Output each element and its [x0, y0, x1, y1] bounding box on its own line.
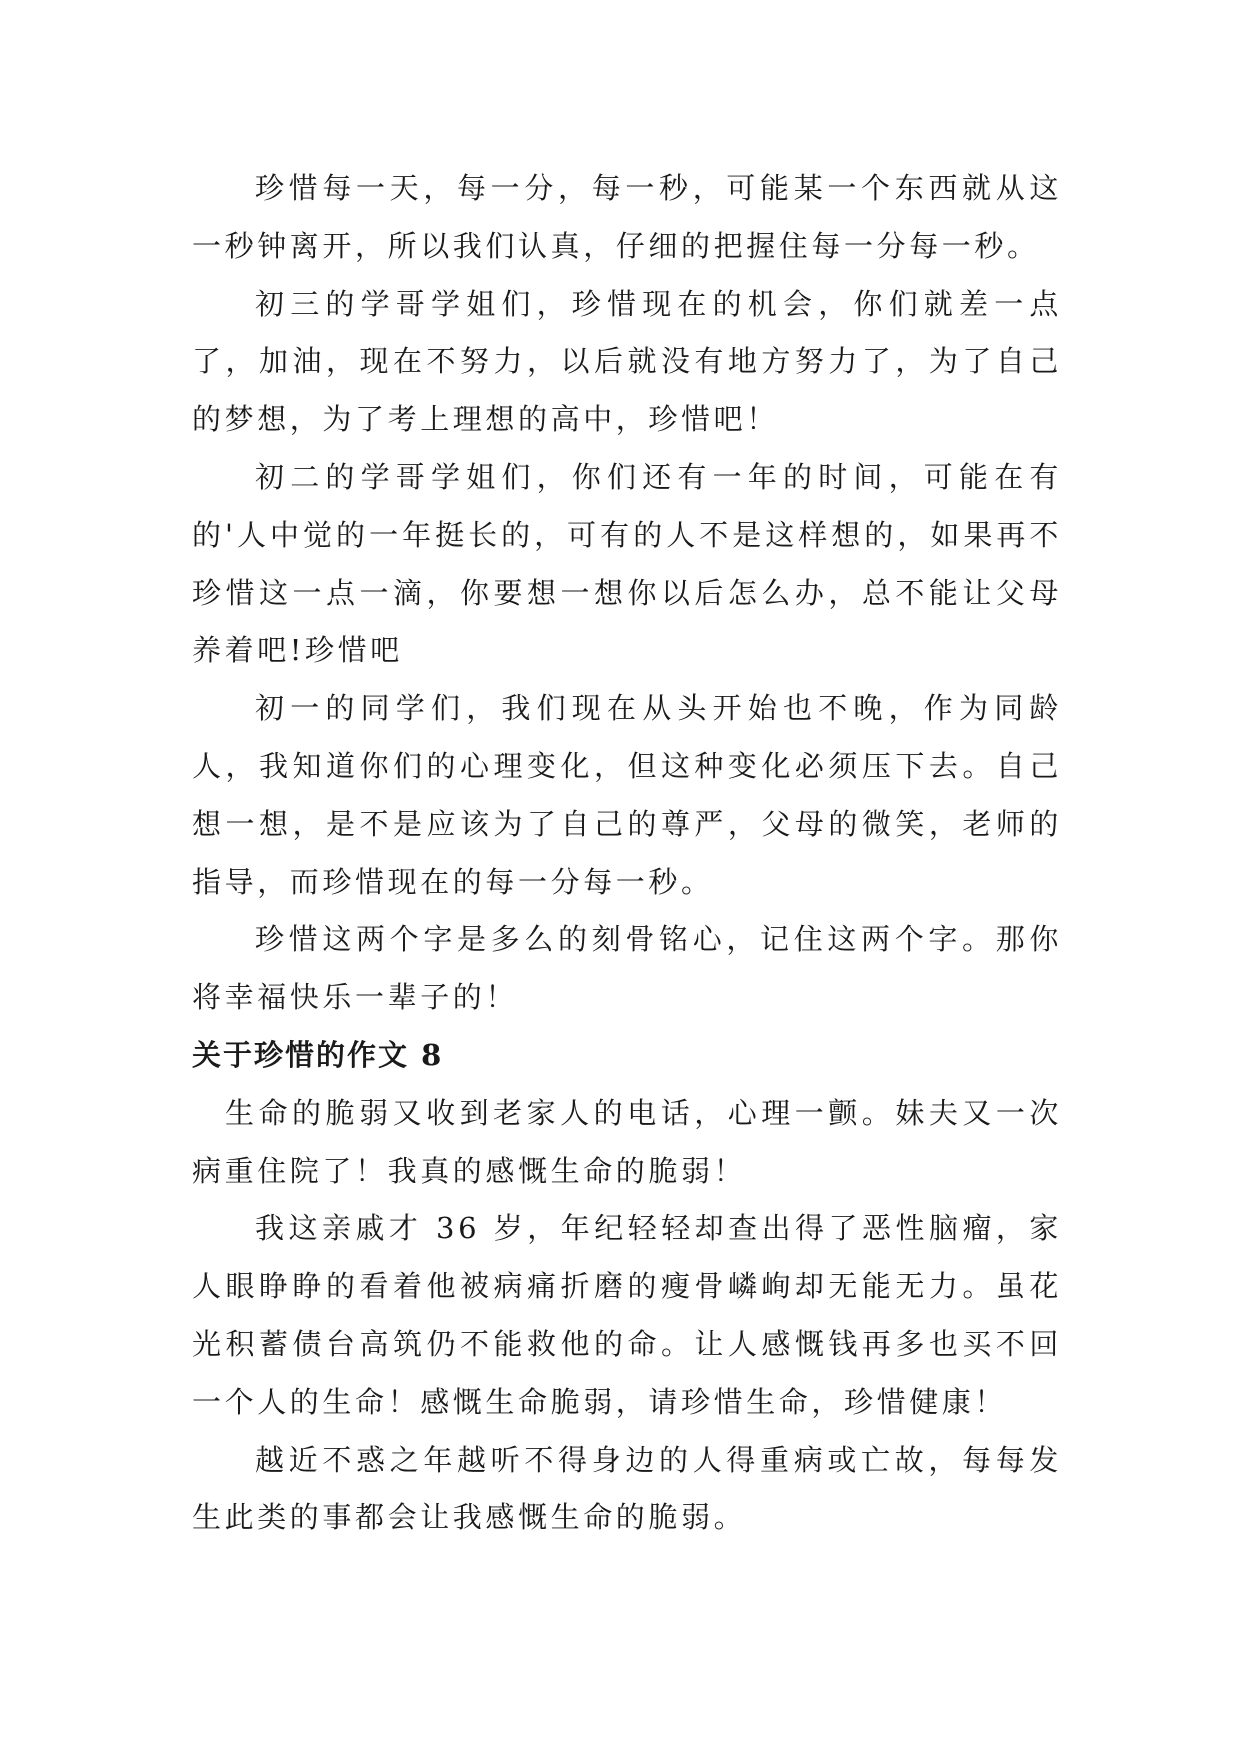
paragraph-relative-illness: 我这亲戚才 36 岁，年纪轻轻却查出得了恶性脑瘤，家人眼睁睁的看着他被病痛折磨的瘦骨嶙峋却无能无力。虽花光积蓄债台高筑仍不能救他的命。让人感慨钱再多也买不回一个人的生命！感慨生命脆弱，请珍惜生命，珍惜健康！	[192, 1211, 1062, 1419]
paragraph-grade-eight: 初二的学哥学姐们，你们还有一年的时间，可能在有的'人中觉的一年挺长的，可有的人不是这样想的，如果再不珍惜这一点一滴，你要想一想你以后怎么办，总不能让父母养着吧!珍惜吧	[192, 459, 1062, 668]
paragraph-cherish-every-second: 珍惜每一天，每一分，每一秒，可能某一个东西就从这一秒钟离开，所以我们认真，仔细的把握住每一分每一秒。	[192, 171, 1062, 263]
paragraph-cherish-words: 珍惜这两个字是多么的刻骨铭心，记住这两个字。那你将幸福快乐一辈子的！	[192, 922, 1062, 1015]
paragraph-grade-nine: 初三的学哥学姐们，珍惜现在的机会，你们就差一点了，加油，现在不努力，以后就没有地方努力了，为了自己的梦想，为了考上理想的高中，珍惜吧！	[192, 286, 1062, 437]
paragraph-fragile-life: 生命的脆弱又收到老家人的电话，心理一颤。妹夫又一次病重住院了！我真的感慨生命的脆弱！	[192, 1095, 1062, 1188]
paragraph-approaching-forty: 越近不惑之年越听不得身边的人得重病或亡故，每每发生此类的事都会让我感慨生命的脆弱。	[192, 1442, 1062, 1535]
document-body	[192, 160, 1062, 1547]
paragraph-grade-seven: 初一的同学们，我们现在从头开始也不晚，作为同龄人，我知道你们的心理变化，但这种变化必须压下去。自己想一想，是不是应该为了自己的尊严，父母的微笑，老师的指导，而珍惜现在的每一分每一秒。	[192, 691, 1062, 899]
section-title: 关于珍惜的作文 8	[192, 1037, 444, 1072]
